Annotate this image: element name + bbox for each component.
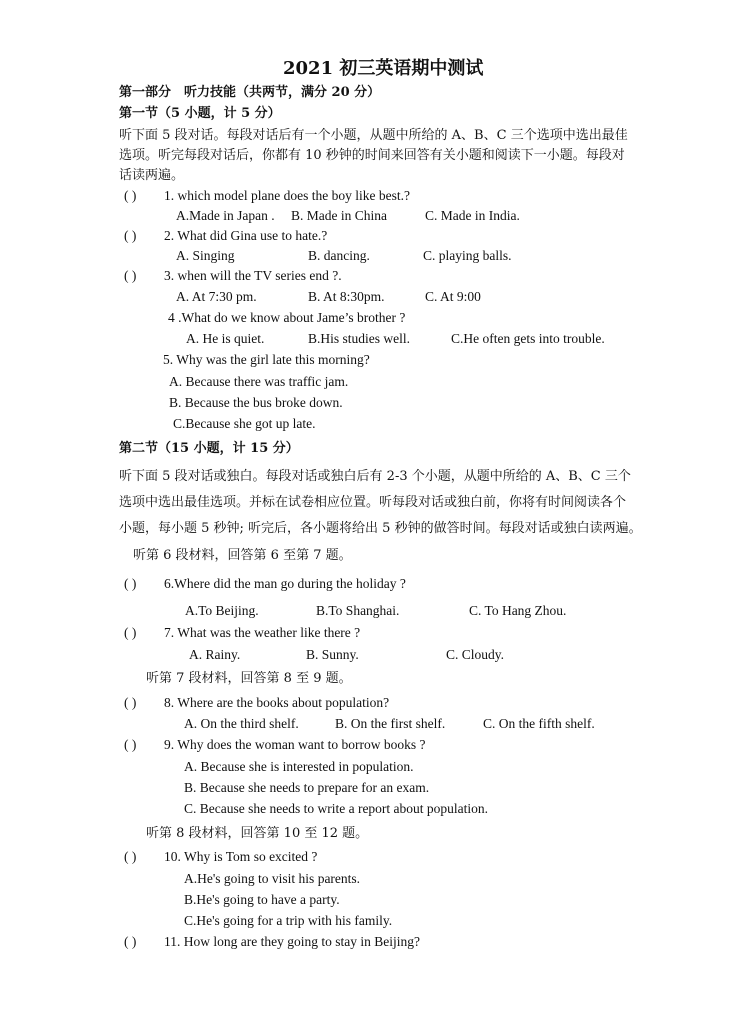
question-5: 5. Why was the girl late this morning? bbox=[163, 352, 370, 367]
question-4: 4 .What do we know about Jame’s brother ? bbox=[168, 310, 406, 325]
answer-blank[interactable]: ( ) bbox=[124, 625, 137, 640]
q1-option-c: C. Made in India. bbox=[425, 208, 520, 223]
q5-option-b: B. Because the bus broke down. bbox=[169, 395, 343, 410]
q7-option-b: B. Sunny. bbox=[306, 647, 359, 662]
q1-option-a: A.Made in Japan . bbox=[176, 208, 275, 223]
answer-blank[interactable]: ( ) bbox=[124, 934, 137, 949]
section-one-instructions-line3: 话读两遍。 bbox=[119, 168, 185, 183]
question-7: ( ) 7. What was the weather like there ? bbox=[124, 625, 361, 640]
q4-option-b: B.His studies well. bbox=[308, 331, 411, 346]
section-one-heading: 第一节（5 小题，计 5 分） bbox=[119, 106, 281, 121]
section-one-instructions-line1: 听下面 5 段对话。每段对话后有一个小题，从题中所给的 A、B、C 三个选项中选出最佳 bbox=[119, 128, 628, 143]
q9-option-a: A. Because she is interested in population. bbox=[184, 759, 414, 774]
q8-option-a: A. On the third shelf. bbox=[184, 716, 299, 731]
section-two-instructions-line2: 选项中选出最佳选项。并标在试卷相应位置。听每段对话或独白前，你将有时间阅读各个 bbox=[119, 495, 627, 510]
q1-option-b: B. Made in China bbox=[291, 208, 387, 223]
question-11: ( ) 11. How long are they going to stay in Beijing? bbox=[124, 934, 420, 949]
q9-option-c: C. Because she needs to write a report about population. bbox=[184, 801, 489, 816]
q2-option-a: A. Singing bbox=[176, 248, 235, 263]
q6-option-c: C. To Hang Zhou. bbox=[469, 603, 567, 618]
answer-blank[interactable]: ( ) bbox=[124, 268, 137, 283]
material-8-note: 听第 8 段材料，回答第 10 至 12 题。 bbox=[146, 826, 369, 841]
material-6-note: 听第 6 段材料，回答第 6 至第 7 题。 bbox=[133, 548, 352, 563]
q7-option-a: A. Rainy. bbox=[189, 647, 241, 662]
answer-blank[interactable]: ( ) bbox=[124, 849, 137, 864]
q2-option-b: B. dancing. bbox=[308, 248, 370, 263]
q6-option-a: A.To Beijing. bbox=[185, 603, 259, 618]
q5-option-a: A. Because there was traffic jam. bbox=[169, 374, 349, 389]
answer-blank[interactable]: ( ) bbox=[124, 228, 137, 243]
answer-blank[interactable]: ( ) bbox=[124, 576, 137, 591]
q10-option-a: A.He's going to visit his parents. bbox=[184, 871, 361, 886]
question-10: ( ) 10. Why is Tom so excited ? bbox=[124, 849, 318, 864]
q10-option-c: C.He's going for a trip with his family. bbox=[184, 913, 393, 928]
section-two-instructions-line1: 听下面 5 段对话或独白。每段对话或独白后有 2-3 个小题，从题中所给的 A、B、C 三个 bbox=[119, 469, 631, 484]
q2-option-c: C. playing balls. bbox=[423, 248, 512, 263]
q6-option-b: B.To Shanghai. bbox=[316, 603, 400, 618]
question-6: ( ) 6.Where did the man go during the holiday ? bbox=[124, 576, 406, 591]
q10-option-b: B.He's going to have a party. bbox=[184, 892, 340, 907]
q3-option-a: A. At 7:30 pm. bbox=[176, 289, 257, 304]
section-two-heading: 第二节（15 小题，计 15 分） bbox=[119, 441, 299, 456]
exam-title: 2021 初三英语期中测试 bbox=[283, 58, 484, 79]
q5-option-c: C.Because she got up late. bbox=[173, 416, 316, 431]
material-7-note: 听第 7 段材料，回答第 8 至 9 题。 bbox=[146, 671, 352, 686]
part-one-heading: 第一部分 听力技能（共两节，满分 20 分） bbox=[119, 85, 381, 100]
section-one-instructions-line2: 选项。听完每段对话后，你都有 10 秒钟的时间来回答有关小题和阅读下一小题。每段对 bbox=[119, 148, 625, 163]
answer-blank[interactable]: ( ) bbox=[124, 695, 137, 710]
q8-option-b: B. On the first shelf. bbox=[335, 716, 446, 731]
q9-option-b: B. Because she needs to prepare for an exam. bbox=[184, 780, 430, 795]
q8-option-c: C. On the fifth shelf. bbox=[483, 716, 595, 731]
q4-option-c: C.He often gets into trouble. bbox=[451, 331, 605, 346]
question-2: ( ) 2. What did Gina use to hate.? bbox=[124, 228, 328, 243]
question-1: ( ) 1. which model plane does the boy like best.? bbox=[124, 188, 410, 203]
answer-blank[interactable]: ( ) bbox=[124, 737, 137, 752]
q3-option-b: B. At 8:30pm. bbox=[308, 289, 385, 304]
question-3: ( ) 3. when will the TV series end ?. bbox=[124, 268, 342, 283]
q3-option-c: C. At 9:00 bbox=[425, 289, 481, 304]
answer-blank[interactable]: ( ) bbox=[124, 188, 137, 203]
question-8: ( ) 8. Where are the books about population? bbox=[124, 695, 390, 710]
question-9: ( ) 9. Why does the woman want to borrow books ? bbox=[124, 737, 426, 752]
q4-option-a: A. He is quiet. bbox=[186, 331, 265, 346]
q7-option-c: C. Cloudy. bbox=[446, 647, 505, 662]
section-two-instructions-line3: 小题，每小题 5 秒钟; 听完后，各小题将给出 5 秒钟的做答时间。每段对话或独白读两遍。 bbox=[119, 521, 642, 536]
